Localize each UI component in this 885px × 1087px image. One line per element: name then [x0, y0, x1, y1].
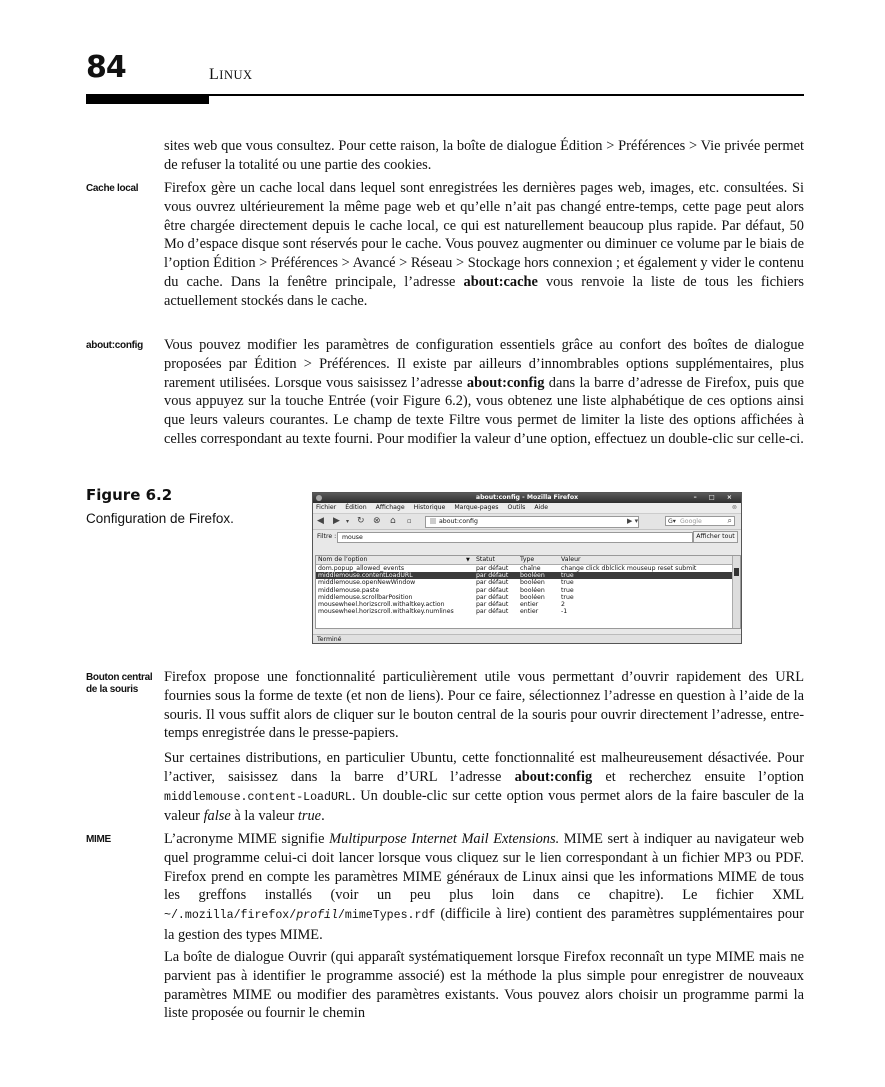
menu-edition: Édition	[345, 504, 367, 511]
cell-type: chaîne	[520, 565, 541, 572]
status-bar: Terminé	[313, 634, 741, 643]
text: et recherchez ensuite l’option	[592, 768, 804, 785]
table-row	[316, 594, 740, 601]
bold-text: about:config	[466, 374, 545, 391]
go-arrow-icon: ▶ ▾	[627, 517, 639, 525]
menu-marque-pages: Marque-pages	[454, 504, 499, 511]
paragraph-mime-1	[164, 830, 804, 945]
search-placeholder: Google	[680, 518, 702, 525]
sort-arrow-icon: ▼	[466, 557, 470, 563]
code-text: middlemouse.content-LoadURL	[164, 790, 352, 804]
filter-input: mouse	[337, 532, 693, 543]
cell-value: true	[561, 572, 574, 580]
cell-status: par défaut	[476, 572, 509, 580]
filter-label: Filtre :	[317, 533, 337, 540]
menubar	[313, 503, 741, 514]
margin-label-config: about:config	[86, 340, 143, 351]
figure-title: Figure 6.2	[86, 486, 173, 504]
italic-text: false	[203, 808, 231, 825]
column-header-type: Type	[520, 556, 535, 563]
menu-aide: Aide	[534, 504, 548, 511]
cell-name: middlemouse.scrollbarPosition	[318, 593, 413, 601]
search-engine-icon: G▾	[668, 518, 676, 525]
table-header	[316, 556, 740, 565]
paragraph-middle-button-1: Firefox propose une fonctionnalité particulièrement utile vous permettant d’ouvrir rapidement des URL fournies sous la forme de texte (et non de liens). Pour ce faire, sélectionnez l’adresse en question à l’aide de la souris. Il vous suffit alors de cliquer sur le bouton central de la souris pour ouvrir directement l’adresse, entre-temps enregistrée dans le presse-papiers.	[164, 669, 804, 742]
home-icon: ⌂	[390, 516, 396, 526]
text: Firefox gère un cache local dans lequel sont enregistrées les dernières pages web, images, etc. consultées. Si vous ouvrez ultérieurement la même page web et qu’elle n’ait pas changé entre-temps, cette page peut alors être chargée directement depuis le cache local, ce qui est naturellement beaucoup plus rapide. Par défaut, 50 Mo d’espace disque sont réservés pour le cache. Vous pouvez augmenter ou diminuer ce volume par le biais de l’option Édition > Préférences > Avancé > Réseau > Stockage hors connexion ; et également y vider le contenu du cache. Dans la fenêtre principale, l’adresse	[164, 180, 804, 290]
cell-type: booléen	[520, 572, 545, 580]
paragraph-cache	[164, 179, 804, 311]
text: Sur certaines distributions, en particulier Ubuntu, cette fonctionnalité est malheureusement désactivée. Pour l’activer, saisissez dans la barre d’URL l’adresse	[164, 750, 804, 785]
code-text: ~/.mozilla/firefox/	[164, 909, 297, 923]
cell-type: booléen	[520, 579, 545, 587]
italic-text: Multipurpose Internet Mail Extensions.	[329, 831, 560, 847]
scrollbar-thumb	[734, 568, 739, 576]
cell-status: par défaut	[476, 593, 509, 601]
menu-historique: Historique	[413, 504, 446, 511]
cell-value: change click dblclick mouseup reset submit	[561, 565, 697, 572]
paragraph-middle-button-2	[164, 749, 804, 826]
table-row-selected	[316, 572, 740, 579]
margin-label-cache: Cache local	[86, 183, 139, 194]
text: L’acronyme MIME signifie	[164, 831, 330, 847]
page-icon: ▫	[407, 517, 412, 525]
cell-type: entier	[520, 600, 539, 608]
cell-type: booléen	[520, 593, 545, 601]
text: Vous pouvez modifier les paramètres de configuration essentiels grâce au confort des boîtes de dialogue proposées par Édition > Préférences. Il existe par ailleurs d’innombrables options supplémentaires, plus rarement utilisées. Lorsque vous saisissez l’adresse	[164, 337, 804, 391]
table-row	[316, 579, 740, 586]
favicon-icon	[430, 518, 436, 524]
bold-text: about:config	[514, 768, 593, 785]
cell-name: dom.popup_allowed_events	[318, 565, 405, 572]
running-head-initial: L	[209, 66, 220, 83]
search-box	[665, 516, 735, 526]
text: à la valeur	[230, 808, 298, 825]
history-dropdown-icon: ▾	[346, 518, 350, 525]
text: vous renvoie la liste de tous les fichiers actuellement stockés dans le cache.	[164, 273, 804, 309]
table-row	[316, 587, 740, 594]
cell-value: true	[561, 579, 574, 587]
cell-status: par défaut	[476, 586, 509, 594]
table-row	[316, 565, 740, 572]
margin-label-mime: MIME	[86, 834, 111, 845]
italic-text: true	[297, 808, 322, 825]
cell-type: entier	[520, 608, 539, 616]
paragraph-intro: sites web que vous consultez. Pour cette raison, la boîte de dialogue Édition > Préférences > Vie privée permet de refuser la totalité ou une partie des cookies.	[164, 138, 804, 173]
config-table	[315, 555, 741, 629]
firefox-icon	[316, 495, 322, 501]
search-icon: ⌕	[727, 516, 732, 525]
url-bar	[425, 516, 639, 528]
column-header-value: Valeur	[561, 556, 581, 563]
reload-icon: ↻	[357, 516, 365, 526]
cell-status: par défaut	[476, 579, 509, 587]
cell-name: mousewheel.horizscroll.withaltkey.numlines	[318, 608, 454, 616]
window-title: about:config - Mozilla Firefox	[475, 494, 579, 501]
text: . Un double-clic sur cette option vous permet alors de la faire basculer de la valeur	[164, 787, 804, 825]
show-all-button: Afficher tout	[693, 531, 738, 543]
menu-fichier: Fichier	[316, 504, 337, 511]
url-text: about:config	[439, 518, 478, 525]
cell-value: -1	[561, 608, 568, 616]
cell-value: true	[561, 593, 574, 601]
figure-caption: Configuration de Firefox.	[86, 511, 234, 526]
bold-text: about:cache	[463, 273, 538, 290]
menu-outils: Outils	[507, 504, 526, 511]
vertical-scrollbar	[732, 556, 740, 628]
firefox-window-screenshot	[312, 492, 742, 644]
cell-name: middlemouse.paste	[318, 586, 380, 594]
back-arrow-icon: ◀	[317, 516, 324, 526]
navigation-toolbar	[313, 514, 741, 530]
code-text: /mimeTypes.rdf	[337, 909, 436, 923]
text: dans la barre d’adresse de Firefox, puis que vous appuyez sur la touche Entrée (voir Figure 6.2), vous obtenez une liste alphabétique de ces options ainsi que leurs valeurs courantes. Le champ de texte Filtre vous permet de limiter la liste des options affichées à celles correspondant au texte fourni. Pour modifier la valeur d’une option, effectuez un double-clic sur celle-ci.	[164, 374, 804, 447]
cell-status: par défaut	[476, 600, 509, 608]
stop-icon: ⊗	[373, 516, 381, 526]
cell-value: true	[561, 586, 574, 594]
page-number: 84	[86, 50, 126, 85]
text: .	[321, 808, 325, 825]
menu-affichage: Affichage	[375, 504, 405, 511]
running-head	[209, 66, 253, 84]
column-header-status: Statut	[476, 556, 495, 563]
paragraph-mime-2: La boîte de dialogue Ouvrir (qui apparaît systématiquement lorsque Firefox reconnaît un type MIME mais ne parvient pas à identifier le programme associé) est la méthode la plus simple pour enregistrer de nouveaux paramètres MIME ou modifier des paramètres existants. Vous pouvez alors choisir un programme parmi la liste proposée ou fournir le chemin	[164, 949, 804, 1022]
running-head-rest: INUX	[219, 68, 253, 82]
header-bar	[86, 96, 209, 104]
window-controls: – □ ×	[693, 494, 737, 501]
cell-name: mousewheel.horizscroll.withaltkey.action	[318, 600, 445, 608]
window-titlebar	[313, 493, 741, 503]
cell-status: par défaut	[476, 608, 509, 616]
margin-label-middle-button: Bouton central de la souris	[86, 672, 153, 695]
cell-value: 2	[561, 600, 565, 608]
paragraph-config	[164, 336, 804, 449]
filter-row	[313, 530, 741, 544]
table-row	[316, 601, 740, 608]
text: MIME sert à indiquer au navigateur web quel programme celui-ci doit lancer lorsque vous cliquez sur le lien correspondant à un fichier MP3 ou PDF. Firefox prend en compte les paramètres MIME généraux de Linux ainsi que les informations MIME de tous les greffons installés (voir un peu plus loin dans ce chapitre). Le fichier XML	[164, 831, 804, 904]
table-row	[316, 608, 740, 615]
cell-name: middlemouse.openNewWindow	[318, 579, 416, 587]
cell-name: middlemouse.contentLoadURL	[318, 572, 413, 580]
close-icon: ⊗	[731, 504, 737, 511]
cell-type: booléen	[520, 586, 545, 594]
forward-arrow-icon: ▶	[333, 516, 340, 526]
column-header-name: Nom de l’option	[318, 556, 368, 563]
cell-status: par défaut	[476, 565, 509, 572]
code-italic-text: profil	[296, 909, 338, 923]
text: (difficile à lire) contient des paramètres supplémentaires pour la gestion des types MIME.	[164, 906, 804, 943]
